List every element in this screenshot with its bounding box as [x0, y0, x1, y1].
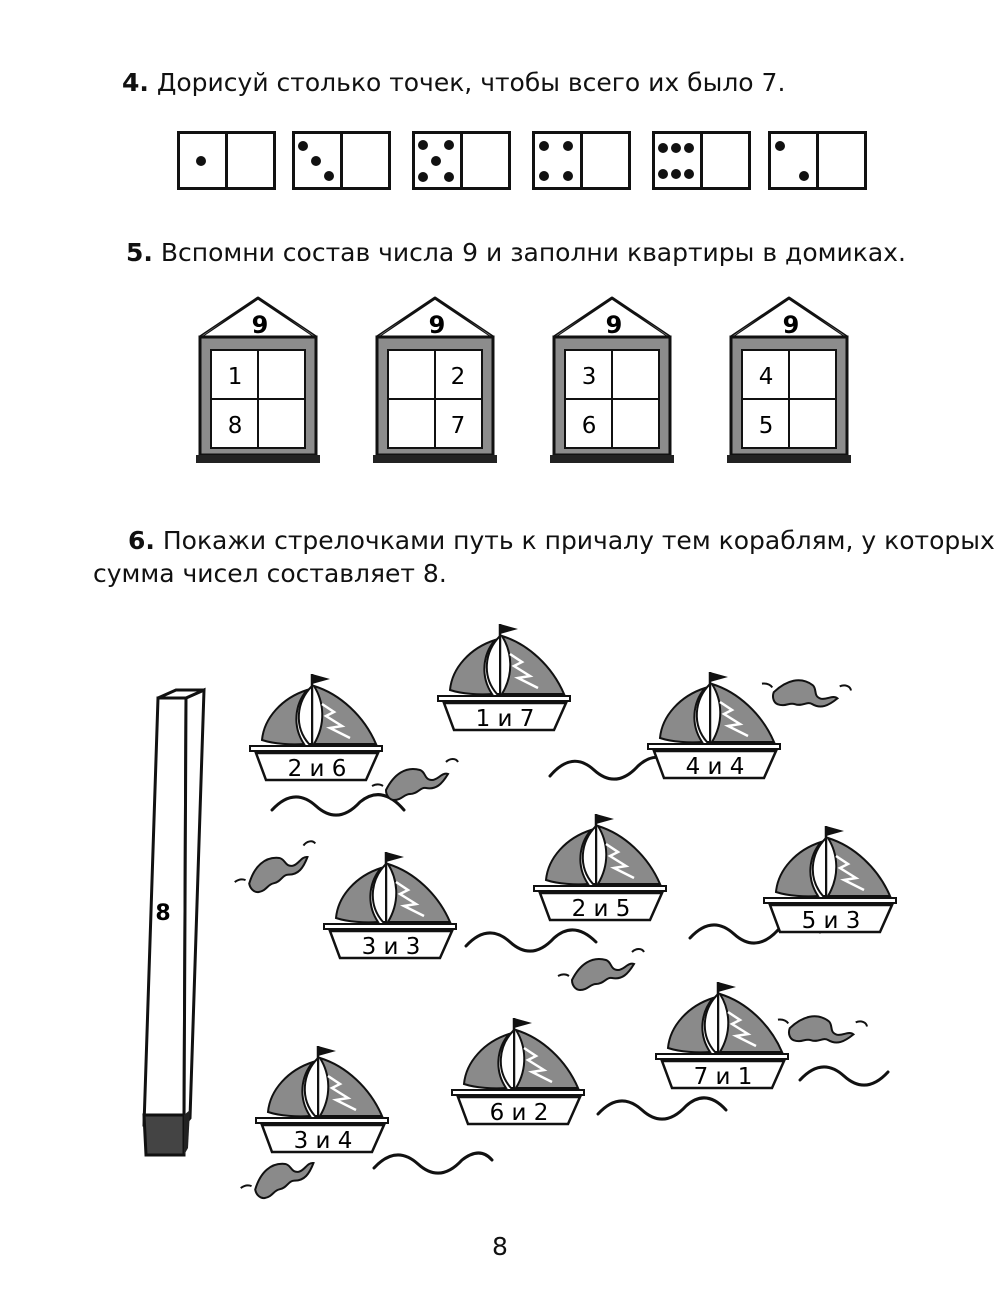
dot: [658, 143, 668, 153]
roof-number: 9: [251, 311, 269, 339]
apartment-cell[interactable]: 7: [450, 413, 466, 439]
task-5-number: 5.: [126, 238, 153, 267]
task-6-number: 6.: [128, 526, 155, 555]
pier-label: 8: [155, 901, 171, 926]
pier[interactable]: [144, 621, 208, 1155]
house-2: [373, 298, 497, 463]
roof-number: 9: [428, 311, 446, 339]
dot: [658, 169, 668, 179]
dot: [444, 140, 454, 150]
task-4-heading: [122, 66, 785, 99]
house-3: [550, 298, 674, 463]
apartment-cell[interactable]: 8: [227, 413, 243, 439]
domino-4[interactable]: [534, 133, 630, 189]
boat-label: 4 и 4: [685, 754, 745, 780]
dot: [539, 141, 549, 151]
apartment-cell[interactable]: 4: [758, 364, 774, 390]
task-5-heading: [126, 236, 906, 269]
boat-4[interactable]: [534, 814, 666, 922]
dot: [775, 141, 785, 151]
task-5-text: Вспомни состав числа 9 и заполни квартиры в домиках.: [160, 238, 906, 267]
dot: [418, 140, 428, 150]
splash: [230, 841, 322, 896]
boat-2[interactable]: [250, 674, 382, 782]
boat-label: 7 и 1: [693, 1064, 753, 1090]
dot: [298, 141, 308, 151]
boat-label: 2 и 6: [287, 756, 347, 782]
dot: [539, 171, 549, 181]
boat-7[interactable]: [656, 982, 788, 1090]
domino-1[interactable]: [179, 133, 275, 189]
apartment-cell[interactable]: 5: [758, 413, 774, 439]
task-6-text-1: Покажи стрелочками путь к причалу тем кораблям, у которых: [162, 526, 995, 555]
boat-8[interactable]: [452, 1018, 584, 1126]
roof-number: 9: [605, 311, 623, 339]
apartment-cell[interactable]: 2: [450, 364, 466, 390]
splash: [757, 658, 852, 726]
splash: [773, 994, 868, 1062]
task-6-text-2: сумма чисел составляет 8.: [93, 559, 447, 588]
splash: [372, 759, 458, 800]
dot: [563, 171, 573, 181]
apartment-cell[interactable]: 1: [227, 364, 243, 390]
domino-6[interactable]: [654, 133, 750, 189]
boat-3[interactable]: [648, 672, 780, 780]
splash: [558, 949, 644, 990]
domino-2[interactable]: [770, 133, 866, 189]
domino-5[interactable]: [414, 133, 510, 189]
task-6-line-2: [93, 557, 447, 590]
boat-6[interactable]: [764, 826, 896, 934]
boat-label: 3 и 4: [293, 1128, 353, 1154]
task-4-text: Дорисуй столько точек, чтобы всего их было 7.: [156, 68, 786, 97]
boat-label: 5 и 3: [801, 908, 861, 934]
dot: [324, 171, 334, 181]
dominoes-row: [0, 126, 1000, 206]
boats-scene: [0, 620, 1000, 1220]
task-6-line-1: [128, 524, 995, 557]
house-1: [196, 298, 320, 463]
dot: [418, 172, 428, 182]
dot: [311, 156, 321, 166]
apartment-cell[interactable]: 6: [581, 413, 597, 439]
page-number: 8: [492, 1232, 508, 1261]
splash: [236, 1147, 328, 1202]
dot: [671, 143, 681, 153]
dot: [684, 143, 694, 153]
houses-row: [0, 292, 1000, 472]
domino-3[interactable]: [294, 133, 390, 189]
task-4-number: 4.: [122, 68, 149, 97]
boat-9[interactable]: [256, 1046, 388, 1154]
boat-5[interactable]: [324, 852, 456, 960]
boat-label: 2 и 5: [571, 896, 631, 922]
dot: [684, 169, 694, 179]
boat-label: 6 и 2: [489, 1100, 549, 1126]
apartment-cell[interactable]: 3: [581, 364, 597, 390]
dot: [196, 156, 206, 166]
boat-label: 3 и 3: [361, 934, 421, 960]
boat-1[interactable]: [438, 624, 570, 732]
dot: [563, 141, 573, 151]
dot: [431, 156, 441, 166]
dot: [799, 171, 809, 181]
house-4: [727, 298, 851, 463]
boat-label: 1 и 7: [475, 706, 535, 732]
dot: [671, 169, 681, 179]
roof-number: 9: [782, 311, 800, 339]
dot: [444, 172, 454, 182]
